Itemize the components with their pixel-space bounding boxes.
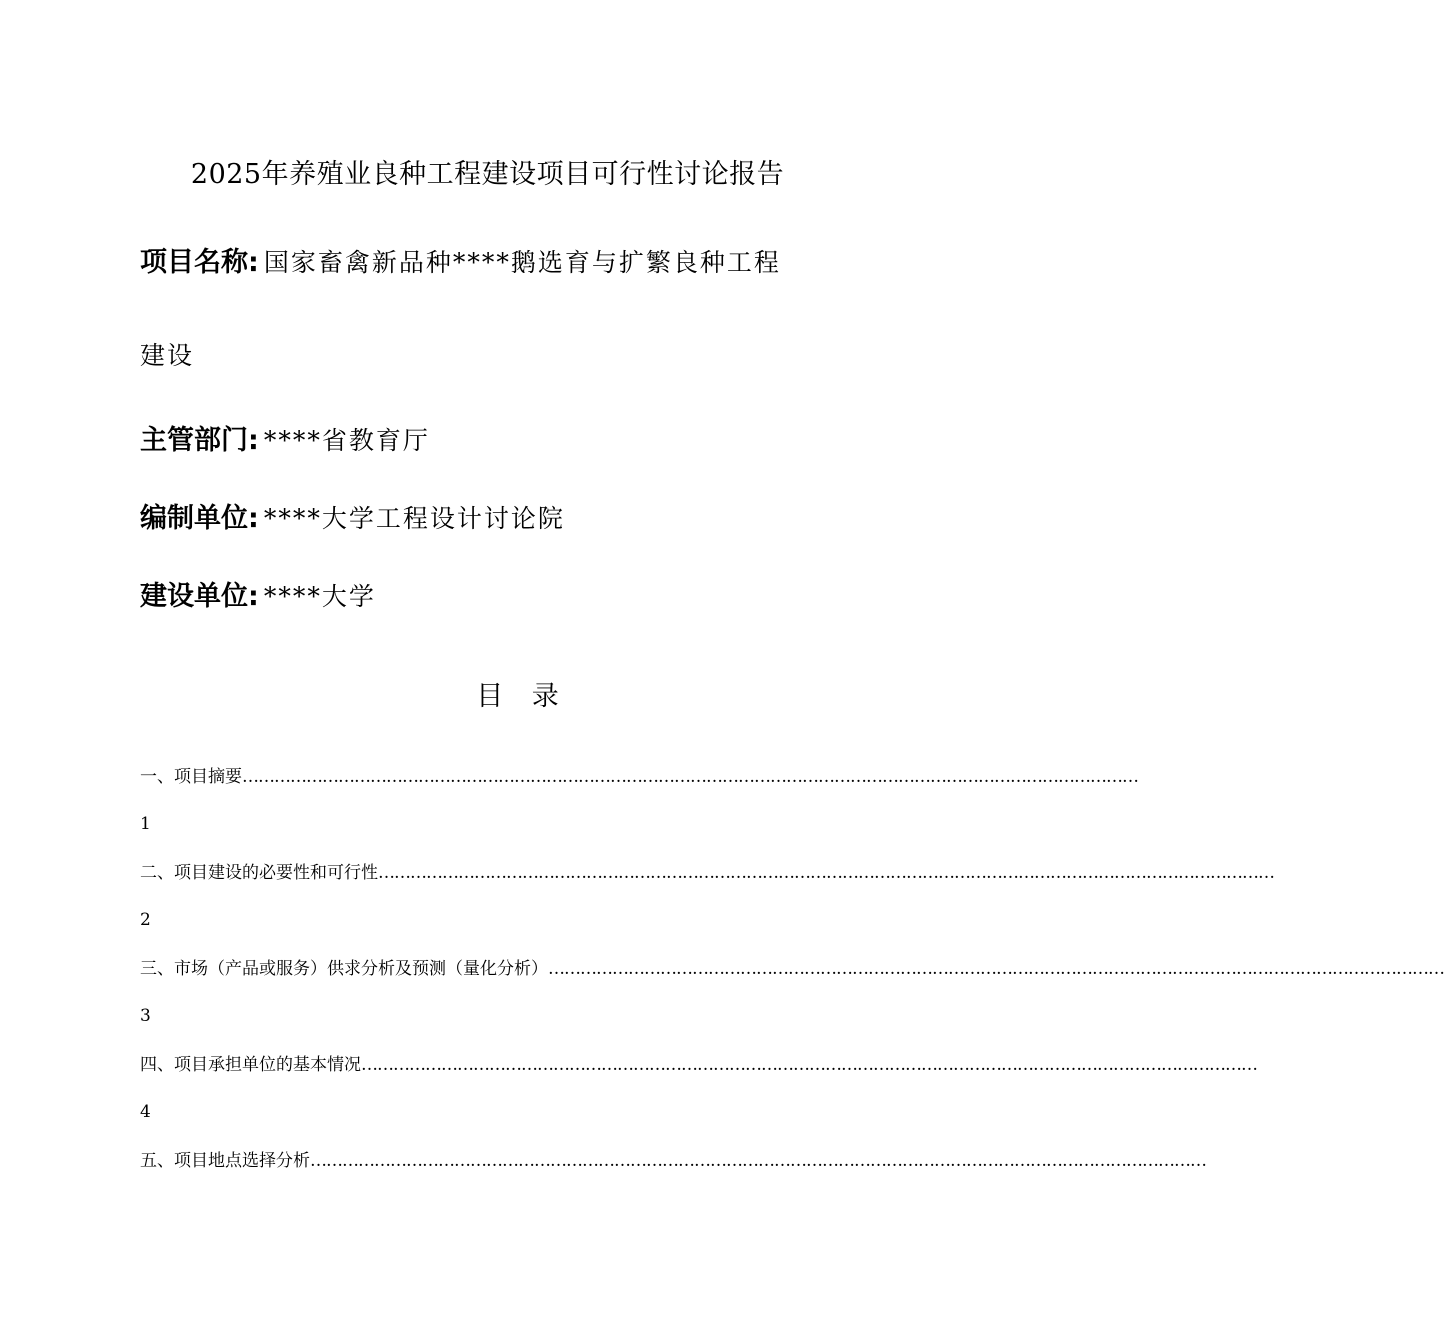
toc-leader-dots: …………………………………………………………………………………………………………………………………………………… [242,767,1138,787]
toc-page-number: 1 [140,814,151,834]
toc-entry-text: 一、项目摘要 [140,767,242,787]
field-builder [140,574,840,613]
toc-entry[interactable] [140,1050,1257,1075]
toc-leader-dots: …………………………………………………………………………………………………………………………………………………… [310,1151,1206,1171]
field-label: 建设单位: [140,581,259,612]
toc-entry[interactable] [140,954,1444,979]
toc-leader-dots: …………………………………………………………………………………………………………………………………………………… [378,863,1274,883]
field-label: 主管部门: [140,425,259,456]
document-title: 2025年养殖业良种工程建设项目可行性讨论报告 [190,159,785,190]
toc-entry[interactable] [140,762,1138,787]
field-value: ****省教育厅 [263,426,430,455]
field-label: 项目名称: [140,247,259,278]
toc-heading-char: 录 [531,681,559,712]
toc-page-number: 3 [140,1006,151,1026]
toc-entry[interactable] [140,1146,1206,1171]
field-department [140,418,840,457]
toc-entry-text: 五、项目地点选择分析 [140,1151,310,1171]
field-value: ****大学工程设计讨论院 [263,504,565,533]
toc-heading-char: 目 [476,681,504,712]
field-compiler [140,496,840,535]
toc-page-number: 4 [140,1102,151,1122]
toc-leader-dots: …………………………………………………………………………………………………………………………………………………… [548,959,1444,979]
field-project-name [140,240,840,279]
field-value: 国家畜禽新品种****鹅选育与扩繁良种工程 [263,248,781,277]
field-value: ****大学 [263,582,376,611]
toc-leader-dots: …………………………………………………………………………………………………………………………………………………… [361,1055,1257,1075]
toc-entry[interactable] [140,858,1274,883]
toc-entry-text: 二、项目建设的必要性和可行性 [140,863,378,883]
toc-heading [0,674,1035,713]
toc-page-number: 2 [140,910,151,930]
toc-entry-text: 四、项目承担单位的基本情况 [140,1055,361,1075]
toc-entry-text: 三、市场（产品或服务）供求分析及预测（量化分析） [140,959,548,979]
field-value-continuation: 建设 [140,341,195,370]
field-label: 编制单位: [140,503,259,534]
